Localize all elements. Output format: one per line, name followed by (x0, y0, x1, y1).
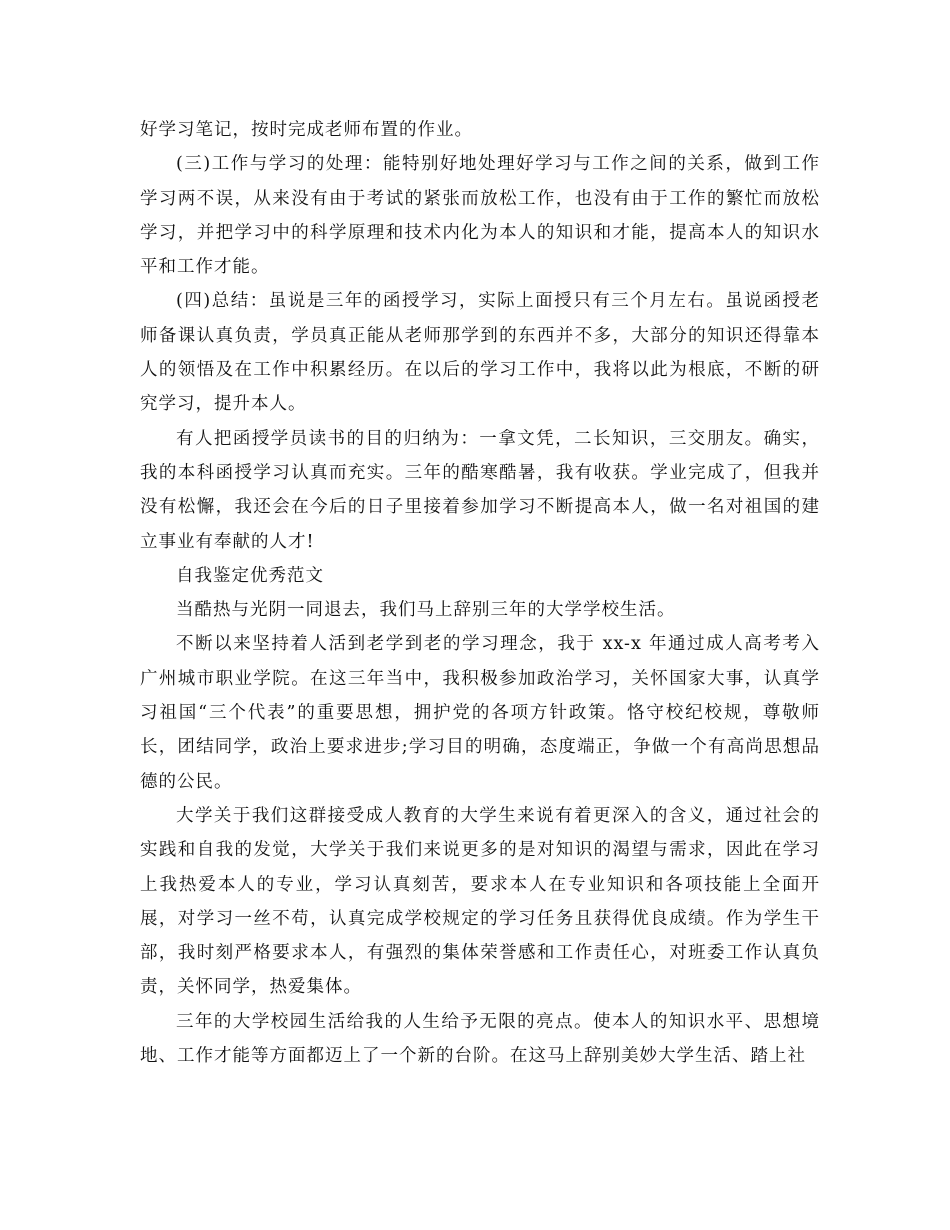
paragraph-study: 大学关于我们这群接受成人教育的大学生来说有着更深入的含义，通过社会的实践和自我的发觉，大学关于我们来说更多的是对知识的渴望与需求，因此在学习上我热爱本人的专业，学习认真刻苦，要求本人在专业知识和各项技能上全面开展，对学习一丝不苟，认真完成学校规定的学习任务且获得优良成绩。作为学生干部，我时刻严格要求本人，有强烈的集体荣誉感和工作责任心，对班委工作认真负责，关怀同学，热爱集体。 (140, 805, 820, 998)
paragraph-campus-life: 三年的大学校园生活给我的人生给予无限的亮点。使本人的知识水平、思想境地、工作才能等方面都迈上了一个新的台阶。在这马上辞别美妙大学生活、踏上社 (140, 1011, 820, 1067)
document-body (140, 113, 820, 1073)
paragraph-intro: 当酷热与光阴一同退去，我们马上辞别三年的大学学校生活。 (176, 600, 676, 621)
paragraph-purpose: 有人把函授学员读书的目的归纳为：一拿文凭，二长知识，三交朋友。确实，我的本科函授学习认真而充实。三年的酷寒酷暑，我有收获。学业完成了，但我并没有松懈，我还会在今后的日子里接着参加学习不断提高本人，做一名对祖国的建立事业有奉献的人才! (140, 428, 820, 552)
paragraph-work-study: (三)工作与学习的处理：能特别好地处理好学习与工作之间的关系，做到工作学习两不误，从来没有由于考试的紧张而放松工作，也没有由于工作的繁忙而放松学习，并把学习中的科学原理和技术内化为本人的知识和才能，提高本人的知识水平和工作才能。 (140, 154, 820, 278)
paragraph-summary: (四)总结：虽说是三年的函授学习，实际上面授只有三个月左右。虽说函授老师备课认真负责，学员真正能从老师那学到的东西并不多，大部分的知识还得靠本人的领悟及在工作中积累经历。在以后的学习工作中，我将以此为根底，不断的研究学习，提升本人。 (140, 291, 820, 415)
section-heading: 自我鉴定优秀范文 (176, 565, 324, 586)
paragraph-1: 好学习笔记，按时完成老师布置的作业。 (140, 120, 473, 140)
paragraph-political: 不断以来坚持着人活到老学到老的学习理念，我于 xx-x 年通过成人高考考入广州城市职业学院。在这三年当中，我积极参加政治学习，关怀国家大事，认真学习祖国“三个代表”的重要思想，拥护党的各项方针政策。恪守校纪校规，尊敬师长，团结同学，政治上要求进步;学习目的明确，态度端正，争做一个有高尚思想品德的公民。 (140, 634, 820, 792)
